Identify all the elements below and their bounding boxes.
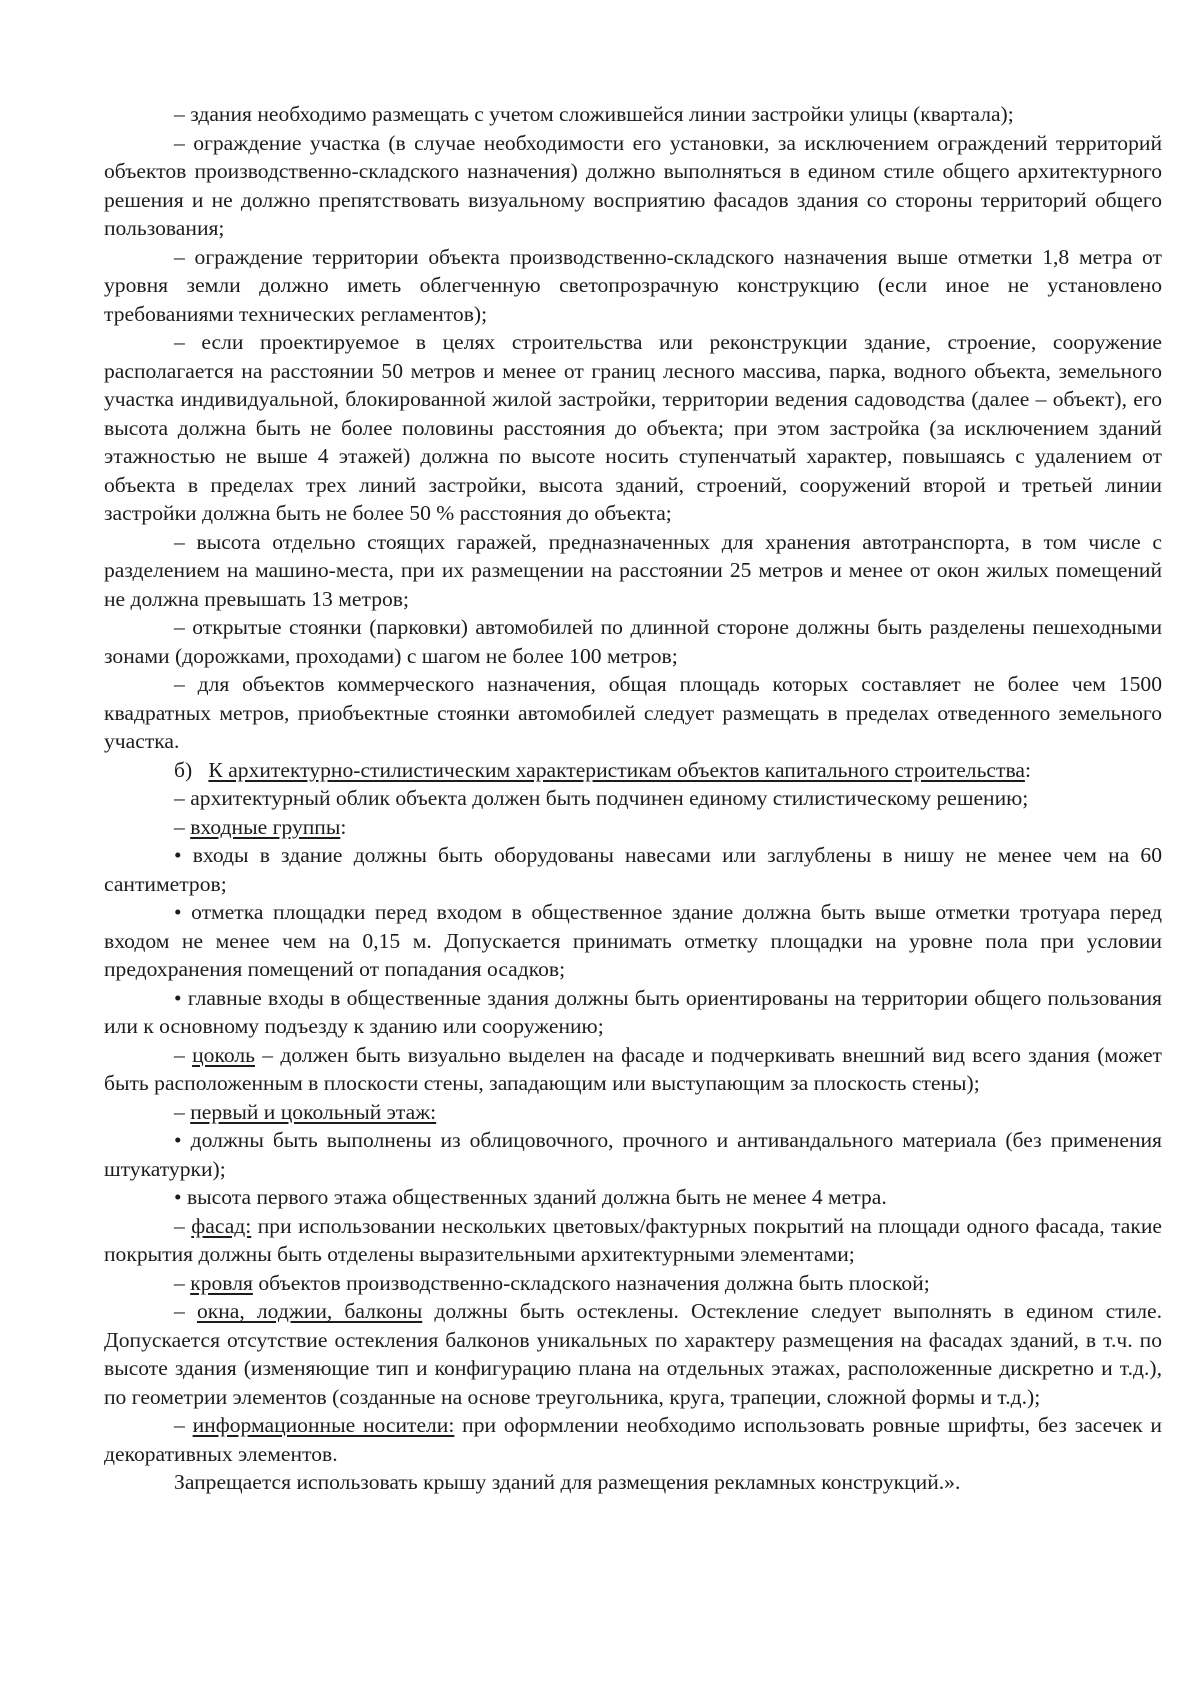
subsection-roof	[104, 1269, 1162, 1298]
subsection-ground-floor	[104, 1098, 1162, 1127]
subsection-colon: :	[340, 814, 347, 839]
bullet-entrance-canopies: • входы в здание должны быть оборудованы навесами или заглублены в нишу не менее чем на 60 сантиметров;	[104, 843, 1162, 896]
paragraph-plot-fencing: – ограждение участка (в случае необходимости его установки, за исключением ограждений территорий объектов производственно-складского назначения) должно выполняться в едином стиле общего архитектурного решения и не должно препятствовать визуальному восприятию фасадов здания со стороны территорий общего пользования;	[104, 130, 1162, 240]
subsection-title: информационные носители:	[192, 1413, 455, 1437]
subsection-title: кровля	[190, 1270, 253, 1295]
subsection-text: – должен быть визуально выделен на фасаде и подчеркивать внешний вид всего здания (может быть расположенным в плоскости стены, западающим или выступающим за плоскость стены);	[104, 1042, 1162, 1095]
paragraph-commercial-parking: – для объектов коммерческого назначения, общая площадь которых составляет не более чем 1500 квадратных метров, приобъектные стоянки автомобилей следует размещать в пределах отведенного земельного участка.	[104, 672, 1162, 753]
dash: –	[174, 814, 191, 839]
paragraph-building-height: – если проектируемое в целях строительства или реконструкции здание, строение, сооружение располагается на расстоянии 50 метров и менее от границ лесного массива, парка, водного объекта, земельного участка индивидуальной, блокированной жилой застройки, территории ведения садоводства (далее – объект), его высота должна быть не более половины расстояния до объекта; при этом застройка (за исключением зданий этажностью не выше 4 этажей) должна по высоте носить ступенчатый характер, повышаясь с удалением от объекта в пределах трех линий застройки, высота зданий, строений, сооружений второй и третьей линии застройки должна быть не более 50 % расстояния до объекта;	[104, 330, 1162, 525]
subsection-entrance-groups	[104, 813, 1162, 842]
dash: –	[174, 1099, 191, 1124]
subsection-text: при оформлении необходимо использовать ровные шрифты, без засечек и декоративных элементов.	[104, 1413, 1162, 1466]
subsection-windows-balconies	[104, 1297, 1162, 1411]
section-title-colon: :	[1024, 757, 1031, 782]
subsection-facade	[104, 1212, 1162, 1269]
section-number: б)	[174, 757, 193, 782]
dash: –	[174, 1270, 191, 1295]
subsection-title: входные группы	[190, 814, 341, 839]
dash: –	[174, 1299, 197, 1323]
document-page	[104, 100, 1162, 1497]
subsection-text: должны быть остеклены. Остекление следует выполнять в едином стиле. Допускается отсутствие остекления балконов уникальных по характеру размещения на фасадах зданий, в т.ч. по высоте здания (изменяющие тип и конфигурацию плана на отдельных этажах, расположенные дискретно и т.д.), по геометрии элементов (созданные на основе треугольника, круга, трапеции, сложной формы и т.д.);	[104, 1299, 1162, 1409]
paragraph-building-line: – здания необходимо размещать с учетом сложившейся линии застройки улицы (квартала);	[174, 102, 1014, 126]
bullet-main-entrances: • главные входы в общественные здания должны быть ориентированы на территории общего пользования или к основному подъезду к зданию или сооружению;	[104, 985, 1162, 1038]
subsection-text: объектов производственно-складского назначения должна быть плоской;	[252, 1270, 930, 1295]
section-title: К архитектурно-стилистическим характеристикам объектов капитального строительства	[208, 757, 1025, 782]
dash: –	[174, 1413, 193, 1437]
dash: –	[174, 1042, 193, 1067]
paragraph-roof-advertising: Запрещается использовать крышу зданий для размещения рекламных конструкций.».	[174, 1470, 961, 1494]
paragraph-garages: – высота отдельно стоящих гаражей, предназначенных для хранения автотранспорта, в том числе с разделением на машино-места, при их размещении на расстоянии 25 метров и менее от окон жилых помещений не должна превышать 13 метров;	[104, 529, 1162, 611]
bullet-entrance-level: • отметка площадки перед входом в общественное здание должна быть выше отметки тротуара перед входом не менее чем на 0,15 м. Допускается принимать отметку площадки на уровне пола при условии предохранения помещений от попадания осадков;	[104, 900, 1162, 981]
subsection-text: при использовании нескольких цветовых/фактурных покрытий на площади одного фасада, такие покрытия должны быть отделены выразительными архитектурными элементами;	[104, 1213, 1162, 1266]
subsection-title: окна, лоджии, балконы	[196, 1299, 423, 1323]
subsection-plinth	[104, 1041, 1162, 1098]
bullet-cladding-material: • должны быть выполнены из облицовочного, прочного и антивандального материала (без применения штукатурки);	[104, 1128, 1162, 1181]
bullet-first-floor-height: • высота первого этажа общественных зданий должна быть не менее 4 метра.	[174, 1185, 887, 1209]
subsection-title: первый и цокольный этаж:	[190, 1099, 437, 1124]
dash: –	[174, 1213, 192, 1238]
paragraph-architectural-style: – архитектурный облик объекта должен быть подчинен единому стилистическому решению;	[174, 786, 1029, 810]
section-b-heading	[104, 756, 1162, 785]
subsection-title: фасад:	[191, 1213, 252, 1238]
paragraph-parking: – открытые стоянки (парковки) автомобилей по длинной стороне должны быть разделены пешеходными зонами (дорожками, проходами) с шагом не более 100 метров;	[104, 615, 1162, 668]
subsection-information-carriers	[104, 1411, 1162, 1468]
subsection-title: цоколь	[192, 1042, 255, 1067]
paragraph-industrial-fencing: – ограждение территории объекта производственно-складского назначения выше отметки 1,8 метра от уровня земли должно иметь облегченную светопрозрачную конструкцию (если иное не установлено требованиями технических регламентов);	[104, 244, 1162, 326]
